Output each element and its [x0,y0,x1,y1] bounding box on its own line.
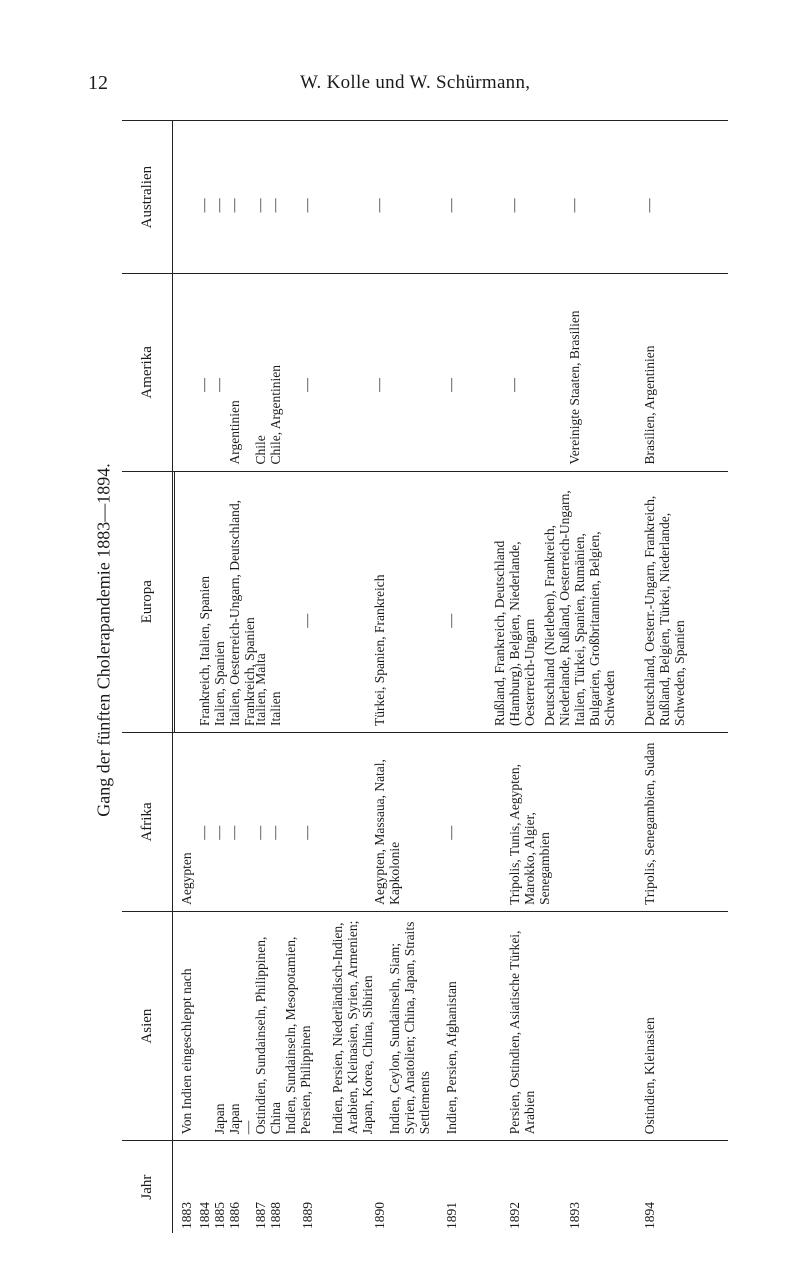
amerika-1893: Vereinigte Staaten, Brasilien [567,310,582,465]
australien-1894: — [642,198,657,213]
afrika-1885: — [212,825,227,840]
afrika-1892: Tripolis, Tunis, Aegypten, Marokko, Algier, Senegambien [507,763,552,905]
year-1883: 1883 [179,1202,194,1229]
year-1894: 1894 [642,1202,657,1229]
header-australien: Australien [122,121,173,273]
afrika-1887: — [253,825,268,840]
europa-1887: Italien, Malta [253,653,268,726]
amerika-1884: — [197,378,212,393]
australien-1890: — [372,198,387,213]
australien-1884: — [197,198,212,213]
column-europa [122,472,728,733]
asien-1888: Indien, Sundainseln, Mesopotamien, Persien, Philippinen [283,936,313,1135]
year-1890: 1890 [372,1202,387,1229]
amerika-1890: — [372,378,387,393]
australien-1886: — [227,198,242,213]
europa-1885: Italien, Spanien [212,641,227,726]
amerika-1891: — [444,378,459,393]
side-title: Gang der fünften Cholerapandemie 1883—1894. [93,463,114,817]
asien-1889: Indien, Persien, Niederländisch-Indien, Arabien, Kleinasien, Syrien, Armenien; Japan, Korea, China, Sibirien [330,920,375,1135]
europa-1889: — [300,613,315,628]
amerika-1889: — [300,378,315,393]
pandemic-table [122,121,728,1233]
asien-1891: Indien, Persien, Afghanistan [444,981,459,1135]
afrika-1891: — [444,825,459,840]
year-1892: 1892 [507,1202,522,1229]
amerika-1894: Brasilien, Argentinien [642,345,657,465]
column-asien [122,912,728,1141]
europa-1886: Italien, Oesterreich-Ungarn, Deutschland, Frankreich, Spanien [227,499,257,726]
europa-1884: Frankreich, Italien, Spanien [197,576,212,726]
header-amerika: Amerika [122,274,173,470]
amerika-1887: Chile [253,435,268,465]
year-1888: 1888 [268,1202,283,1229]
afrika-1884: — [197,825,212,840]
afrika-1886: — [227,825,242,840]
year-1889: 1889 [300,1202,315,1229]
europa-1891: — [444,613,459,628]
year-1884: 1884 [197,1202,212,1229]
europa-1894: Deutschland, Oesterr.-Ungarn, Frankreich, Rußland, Belgien, Türkei, Niederlande, Schweden, Spanien [642,495,687,726]
australien-1891: — [444,198,459,213]
europa-1892: Rußland, Frankreich, Deutschland (Hamburg), Belgien, Niederlande, Oesterreich-Ungarn [492,540,537,726]
afrika-1888: — [268,825,283,840]
column-afrika [122,733,728,912]
asien-1892: Persien, Ostindien, Asiatische Türkei, Arabien [507,930,537,1135]
year-1886: 1886 [227,1202,242,1229]
europa-1893: Deutschland (Nietleben), Frankreich, Niederlande, Rußland, Oesterreich-Ungarn, Italien, Türkei, Spanien, Rumänien, Bulgarien, Großbritannien, Belgien, Schweden [542,490,617,726]
header-europa: Europa [122,472,175,732]
australien-1889: — [300,198,315,213]
year-1887: 1887 [253,1202,268,1229]
table-grid [122,120,728,1233]
afrika-1894: Tripolis, Senegambien, Sudan [642,742,657,905]
asien-1884: Japan [212,1103,227,1135]
asien-1887: Ostindien, Sundainseln, Philippinen, China [253,936,283,1135]
column-australien [122,121,728,274]
afrika-1890: Aegypten, Massaua, Natal, Kapkolonie [372,759,402,905]
amerika-1888: Chile, Argentinien [268,365,283,465]
amerika-1892: — [507,378,522,393]
column-amerika [122,274,728,471]
afrika-1889: — [300,825,315,840]
asien-1890: Indien, Ceylon, Sundainseln, Siam; Syrien, Anatolien; China, Japan, Straits Settlements [387,921,432,1135]
asien-1886: — [240,1120,255,1135]
page-number: 12 [88,72,108,94]
afrika-1883: Aegypten [179,852,194,905]
australien-1892: — [507,198,522,213]
amerika-1886: Argentinien [227,400,242,465]
asien-1883: Von Indien eingeschleppt nach [179,968,194,1135]
header-afrika: Afrika [122,733,173,911]
column-jahr [122,1141,728,1233]
header-asien: Asien [122,912,173,1140]
year-1893: 1893 [567,1202,582,1229]
europa-1888: Italien [268,691,283,726]
amerika-1885: — [212,378,227,393]
year-1885: 1885 [212,1202,227,1229]
australien-1888: — [268,198,283,213]
europa-1890: Türkei, Spanien, Frankreich [372,574,387,726]
year-1891: 1891 [444,1202,459,1229]
australien-1885: — [212,198,227,213]
australien-1893: — [567,198,582,213]
asien-1885: Japan [227,1103,242,1135]
running-head: W. Kolle und W. Schürmann, [300,72,531,93]
header-jahr: Jahr [122,1141,173,1233]
asien-1894: Ostindien, Kleinasien [642,1017,657,1135]
australien-1887: — [253,198,268,213]
